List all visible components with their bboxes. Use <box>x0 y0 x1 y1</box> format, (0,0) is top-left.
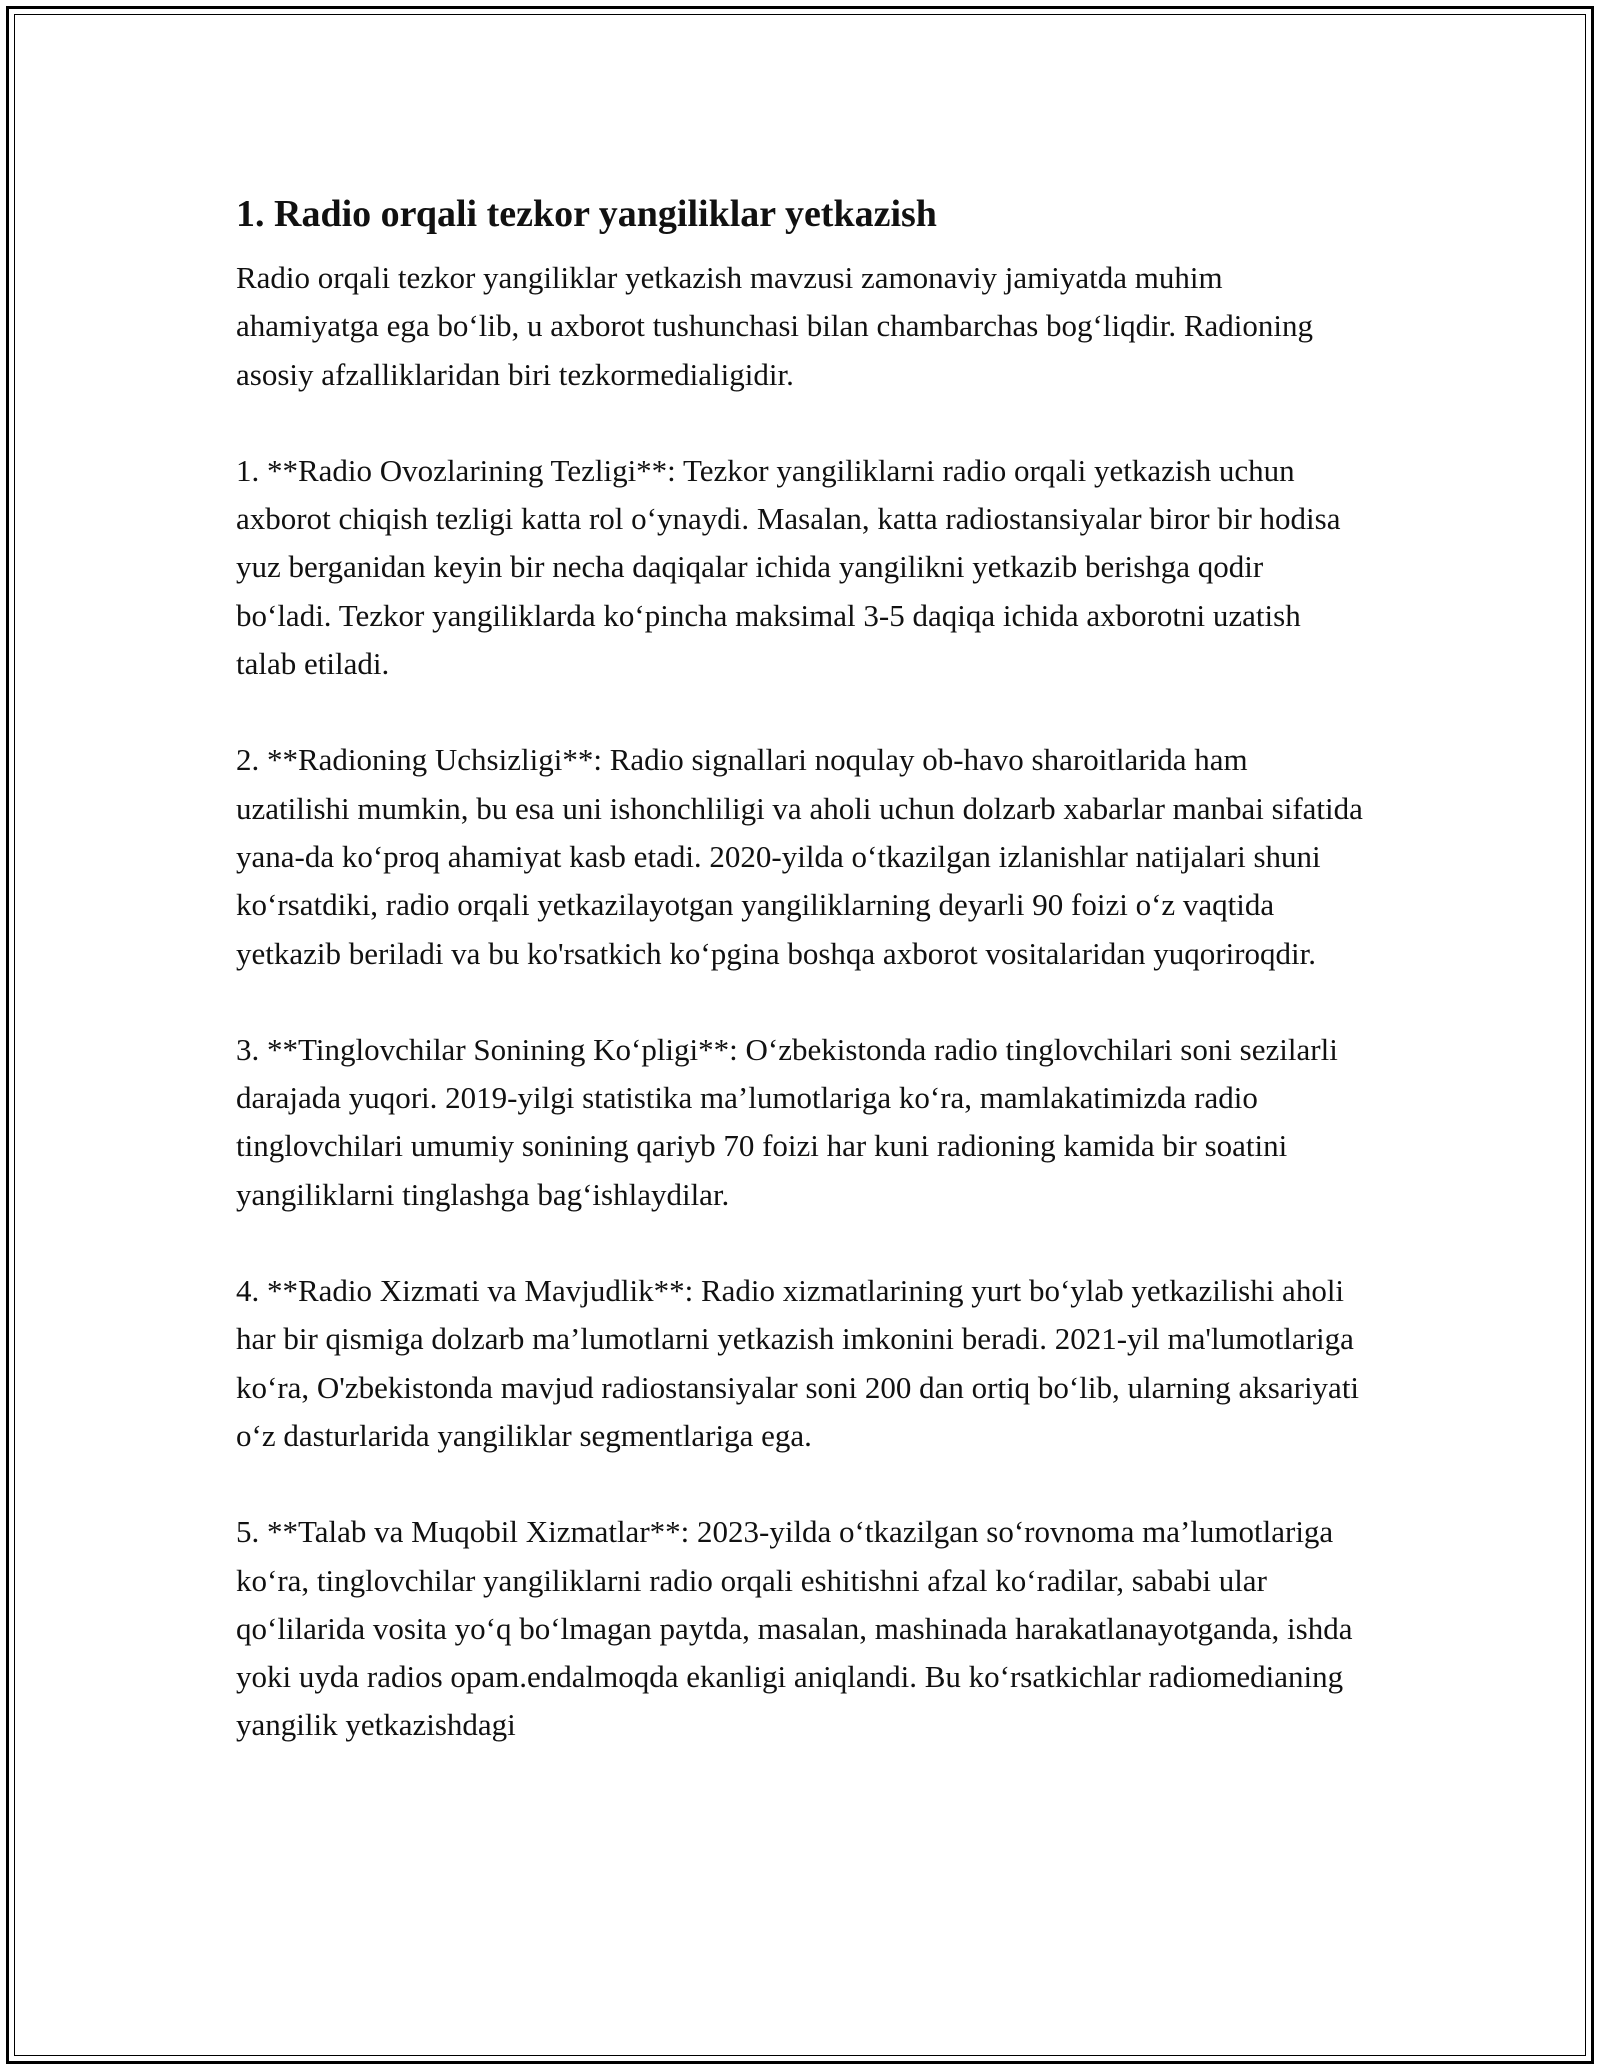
list-item-4-paragraph: 4. **Radio Xizmati va Mavjudlik**: Radio xizmatlarining yurt bo‘ylab yetkazilishi aholi har bir qismiga dolzarb ma’lumotlarni yetkazish imkonini beradi. 2021-yil ma'lumotlariga ko‘ra, O'zbekistonda mavjud radiostansiyalar soni 200 dan ortiq bo‘lib, ularning aksariyati o‘z dasturlarida yangiliklar segmentlariga ega. <box>236 1273 1360 1453</box>
list-item-1-paragraph: 1. **Radio Ovozlarining Tezligi**: Tezkor yangiliklarni radio orqali yetkazish uchun axborot chiqish tezligi katta rol o‘ynaydi. Masalan, katta radiostansiyalar biror bir hodisa yuz berganidan keyin bir necha daqiqalar ichida yangilikni yetkazib berishga qodir bo‘ladi. Tezkor yangiliklarda ko‘pincha maksimal 3-5 daqiqa ichida axborotni uzatish talab etiladi. <box>236 452 1341 682</box>
document-body <box>236 184 1366 1750</box>
list-item-5-paragraph: 5. **Talab va Muqobil Xizmatlar**: 2023-yilda o‘tkazilgan so‘rovnoma ma’lumotlariga ko‘ra, tinglovchilar yangiliklarni radio orqali eshitishni afzal ko‘radilar, sababi ular qo‘lilarida vosita yo‘q bo‘lmagan paytda, masalan, mashinada harakatlanayotganda, ishda yoki uyda radios opam.endalmoqda ekanligi aniqlandi. Bu ko‘rsatkichlar radiomedianing yangilik yetkazishdagi <box>236 1514 1353 1743</box>
intro-paragraph: Radio orqali tezkor yangiliklar yetkazish mavzusi zamonaviy jamiyatda muhim ahamiyatga ega bo‘lib, u axborot tushunchasi bilan chambarchas bog‘liqdir. Radioning asosiy afzalliklaridan biri tezkormedialigidir. <box>236 260 1313 392</box>
section-title: 1. Radio orqali tezkor yangiliklar yetkazish <box>236 193 937 235</box>
list-item-2-paragraph: 2. **Radioning Uchsizligi**: Radio signallari noqulay ob-havo sharoitlarida ham uzatilishi mumkin, bu esa uni ishonchliligi va aholi uchun dolzarb xabarlar manbai sifatida yana-da ko‘proq ahamiyat kasb etadi. 2020-yilda o‘tkazilgan izlanishlar natijalari shuni ko‘rsatdiki, radio orqali yetkazilayotgan yangiliklarning deyarli 90 foizi o‘z vaqtida yetkazib beriladi va bu ko'rsatkich ko‘pgina boshqa axborot vositalaridan yuqoriroqdir. <box>236 742 1363 971</box>
list-item-3-paragraph: 3. **Tinglovchilar Sonining Ko‘pligi**: O‘zbekistonda radio tinglovchilari soni sezilarli darajada yuqori. 2019-yilgi statistika ma’lumotlariga ko‘ra, mamlakatimizda radio tinglovchilari umumiy sonining qariyb 70 foizi har kuni radioning kamida bir soatini yangiliklarni tinglashga bag‘ishlaydilar. <box>236 1031 1338 1212</box>
